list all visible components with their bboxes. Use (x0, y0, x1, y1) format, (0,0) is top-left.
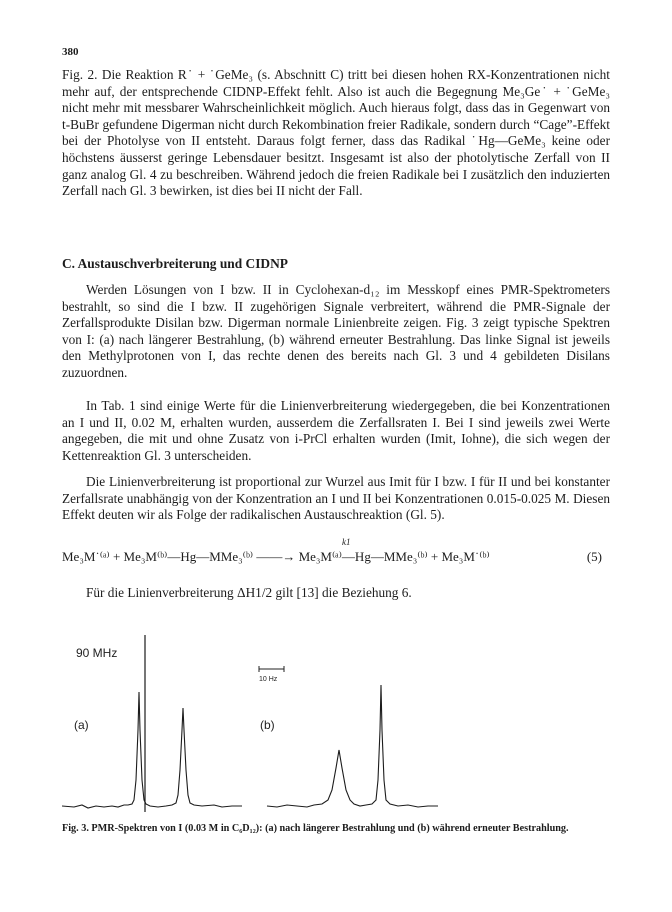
paragraph-5 (62, 585, 610, 602)
equation-number: (5) (586, 549, 602, 564)
paragraph-5-text: Für die Linienverbreiterung ΔH1/2 gilt [13] die Beziehung 6. (86, 585, 412, 600)
paragraph-4-text: Die Linienverbreiterung ist proportional zur Wurzel aus Imit für I bzw. I für II und bei konstanter Zerfallsrate unabhängig von der Konzentration an I und II bei Konzentrationen 0.015-0.025 M. Diesen Effekt deuten wir als Folge der radikalischen Austauschreaktion (Gl. 5). (62, 474, 610, 523)
page-number: 380 (62, 46, 79, 58)
paragraph-3-text: In Tab. 1 sind einige Werte für die Linienverbreiterung wiedergegeben, die bei Konzentrationen an I und II, 0.02 M, erhalten wurden, ausserdem die Zerfallsraten I. Bei I sind jeweils zwei Werte angegeben, die mit und ohne Zusatz von i-PrCl erhalten wurden (Imit, Iohne), die sich wegen der Kettenreaktion Gl. 3 unterscheiden. (62, 398, 610, 463)
scale-bar-label: 10 Hz (259, 676, 278, 683)
section-heading: C. Austauschverbreiterung und CIDNP (62, 256, 288, 271)
spectrum-b-trace (267, 685, 438, 807)
spectra-plot (62, 630, 610, 820)
figure-caption: Fig. 3. PMR-Spektren von I (0.03 M in C₆D₁₂): (a) nach längerer Bestrahlung und (b) während erneuter Bestrahlung. (62, 823, 569, 834)
frequency-label: 90 MHz (76, 646, 118, 660)
paragraph-4 (62, 474, 610, 524)
equation-rate-label: k1 (342, 537, 351, 547)
paragraph-1-text: Fig. 2. Die Reaktion R˙ + ˙GeMe₃ (s. Abschnitt C) tritt bei diesen hohen RX-Konzentrationen nicht mehr auf, der entsprechende CIDNP-Effekt fehlt. Also ist auch die Begegnung Me₃Ge˙ + ˙GeMe₃ nicht mehr mit messbarer Wahrscheinlichkeit möglich. Auch hieraus folgt, dass das in Gegenwart von t-BuBr gefundene Digerman nicht durch Rekombination freier Radikale, sondern durch “Cage”-Effekt bei der Photolyse von II entsteht. Daraus folgt ferner, dass das Radikal ˙Hg—GeMe₃ keine oder höchstens äusserst geringe Lebensdauer besitzt. Insgesamt ist also der photolytische Zerfall von II ganz analog Gl. 4 zu beschreiben. Während jedoch die freien Radikale bei I zusätzlich den induzierten Zerfall nach Gl. 3 bewirken, ist dies bei II nicht der Fall. (62, 67, 610, 199)
equation-body: Me₃M˙⁽ᵃ⁾ + Me₃M⁽ᵇ⁾—Hg—MMe₃⁽ᵇ⁾ ——→ Me₃M⁽ᵃ⁾—Hg—MMe₃⁽ᵇ⁾ + Me₃M˙⁽ᵇ⁾ (62, 549, 490, 564)
paragraph-2-text: Werden Lösungen von I bzw. II in Cyclohexan-d₁₂ im Messkopf eines PMR-Spektrometers bestrahlt, so sind die I bzw. II zugehörigen Signale verbreitert, während die PMR-Signale der Zerfallsprodukte Disilan bzw. Digerman normale Linienbreite zeigen. Fig. 3 zeigt typische Spektren von I: (a) nach längerer Bestrahlung, (b) während erneuter Bestrahlung. Das linke Signal ist jeweils den Methylprotonen von I, das rechte denen des bereits nach Gl. 3 und 4 gebildeten Disilans zuzuordnen. (62, 282, 610, 380)
nmr-spectra-figure (62, 630, 610, 820)
paragraph-2 (62, 282, 610, 382)
paragraph-1 (62, 67, 610, 200)
spectrum-a-trace (62, 692, 242, 808)
paragraph-3 (62, 398, 610, 464)
panel-b-label: (b) (260, 718, 275, 732)
panel-a-label: (a) (74, 718, 89, 732)
